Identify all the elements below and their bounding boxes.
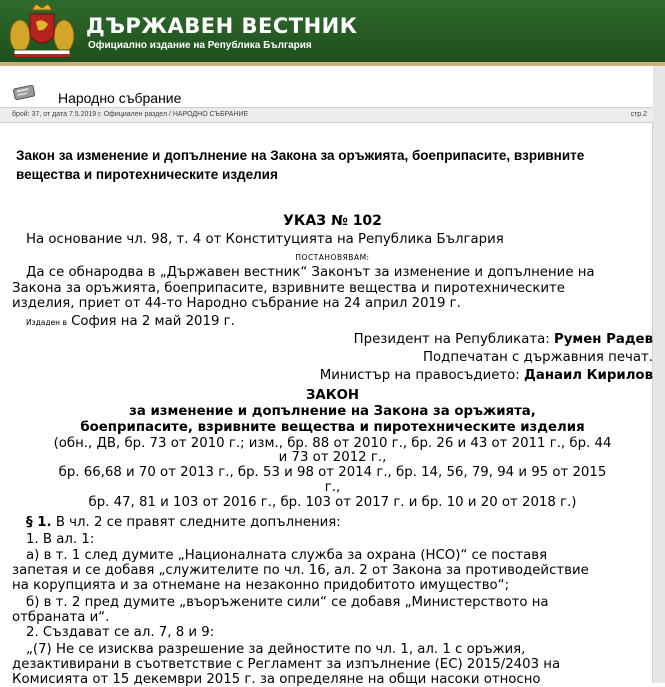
list-item: б) в т. 2 пред думите „въоръжените сили“ се добавя „Министерството на [26,595,549,610]
issued-text: София на 2 май 2019 г. [71,314,235,329]
paragraph-1 [26,515,341,530]
decree-text-line: Закона за оръжията, боеприпасите, взривните вещества и пиротехническите [12,281,565,296]
issue-meta: брой: 37, от дата 7.5.2019 г. Официален раздел / НАРОДНО СЪБРАНИЕ [12,111,249,118]
decree-text-line: Да се обнародва в „Държавен вестник“ Законът за изменение и допълнение на [26,265,595,280]
law-references: бр. 47, 81 и 103 от 2016 г., бр. 103 от 2017 г. и бр. 10 и 20 от 2018 г.) [88,495,577,510]
seal-note: Подпечатан с държавния печат. [423,350,653,365]
list-item: 1. В ал. 1: [26,532,95,547]
paragraph-label: § 1. [26,515,52,530]
list-item: дезактивирани в съответствие с Регламент за изпълнение (ЕС) 2015/2403 на [12,657,561,672]
decree-text-line: изделия, приет от 44-то Народно събрание на 24 април 2019 г. [12,296,461,311]
minister-signature [320,368,653,383]
site-subtitle: Официално издание на Република България [88,40,312,51]
minister-label: Министър на правосъдието: [319,368,520,383]
list-item: „(7) Не се изисква разрешение за дейностите по чл. 1, ал. 1 с оръжия, [26,642,526,657]
decree-heading: УКАЗ № 102 [283,213,382,229]
list-item: а) в т. 1 след думите „Националната служба за охрана (НСО)“ се поставя [26,548,548,563]
page-number: стр.2 [630,111,647,118]
law-references: г., [324,480,341,495]
list-item: 2. Създават се ал. 7, 8 и 9: [26,625,215,640]
decree-basis: На основание чл. 98, т. 4 от Конституцията на Република България [26,232,504,247]
minister-name: Данаил Кирилов [524,368,653,383]
list-item: на корупцията и за отнемане на незаконно придобитото имущество“; [12,578,510,593]
law-heading: ЗАКОН [305,388,360,403]
law-references: бр. 66,68 и 70 от 2013 г., бр. 53 и 98 от 2014 г., бр. 14, 56, 79, 94 и 95 от 2015 [58,465,607,480]
scrollbar[interactable] [652,66,665,683]
president-signature [354,332,653,347]
list-item: запетая и се добавя „служителите по чл. 16, ал. 2 от Закона за противодействие [12,563,589,578]
law-references: (обн., ДВ, бр. 73 от 2010 г.; изм., бр. 88 от 2010 г., бр. 26 и 43 от 2011 г., бр. 44 [53,436,612,451]
document-title: Закон за изменение и допълнение на Закона за оръжията, боеприпасите, взривните вещества и пиротехническите изделия [16,148,585,182]
president-name: Румен Радев [553,332,653,347]
list-item: отбраната и“. [12,610,110,625]
paragraph-text: В чл. 2 се правят следните допълнения: [55,515,341,530]
law-subtitle: за изменение и допълнение на Закона за оръжията, [129,404,536,419]
list-item: Комисията от 15 декември 2015 г. за определяне на общи насоки относно [12,672,541,687]
site-title[interactable]: ДЪРЖАВЕН ВЕСТНИК [86,14,358,38]
law-subtitle: боеприпасите, взривните вещества и пиротехническите изделия [80,420,585,435]
issue-meta-bar [0,107,653,123]
law-references: и 73 от 2012 г., [278,450,387,465]
decree-proclaim: ПОСТАНОВЯВАМ: [295,253,370,262]
president-label: Президент на Републиката: [353,332,550,347]
decree-issued [26,314,235,329]
newspaper-icon [12,84,38,100]
section-title[interactable]: Народно събрание [58,90,182,106]
coat-of-arms-icon[interactable] [6,2,78,60]
issued-label: Издаден в [26,318,67,327]
